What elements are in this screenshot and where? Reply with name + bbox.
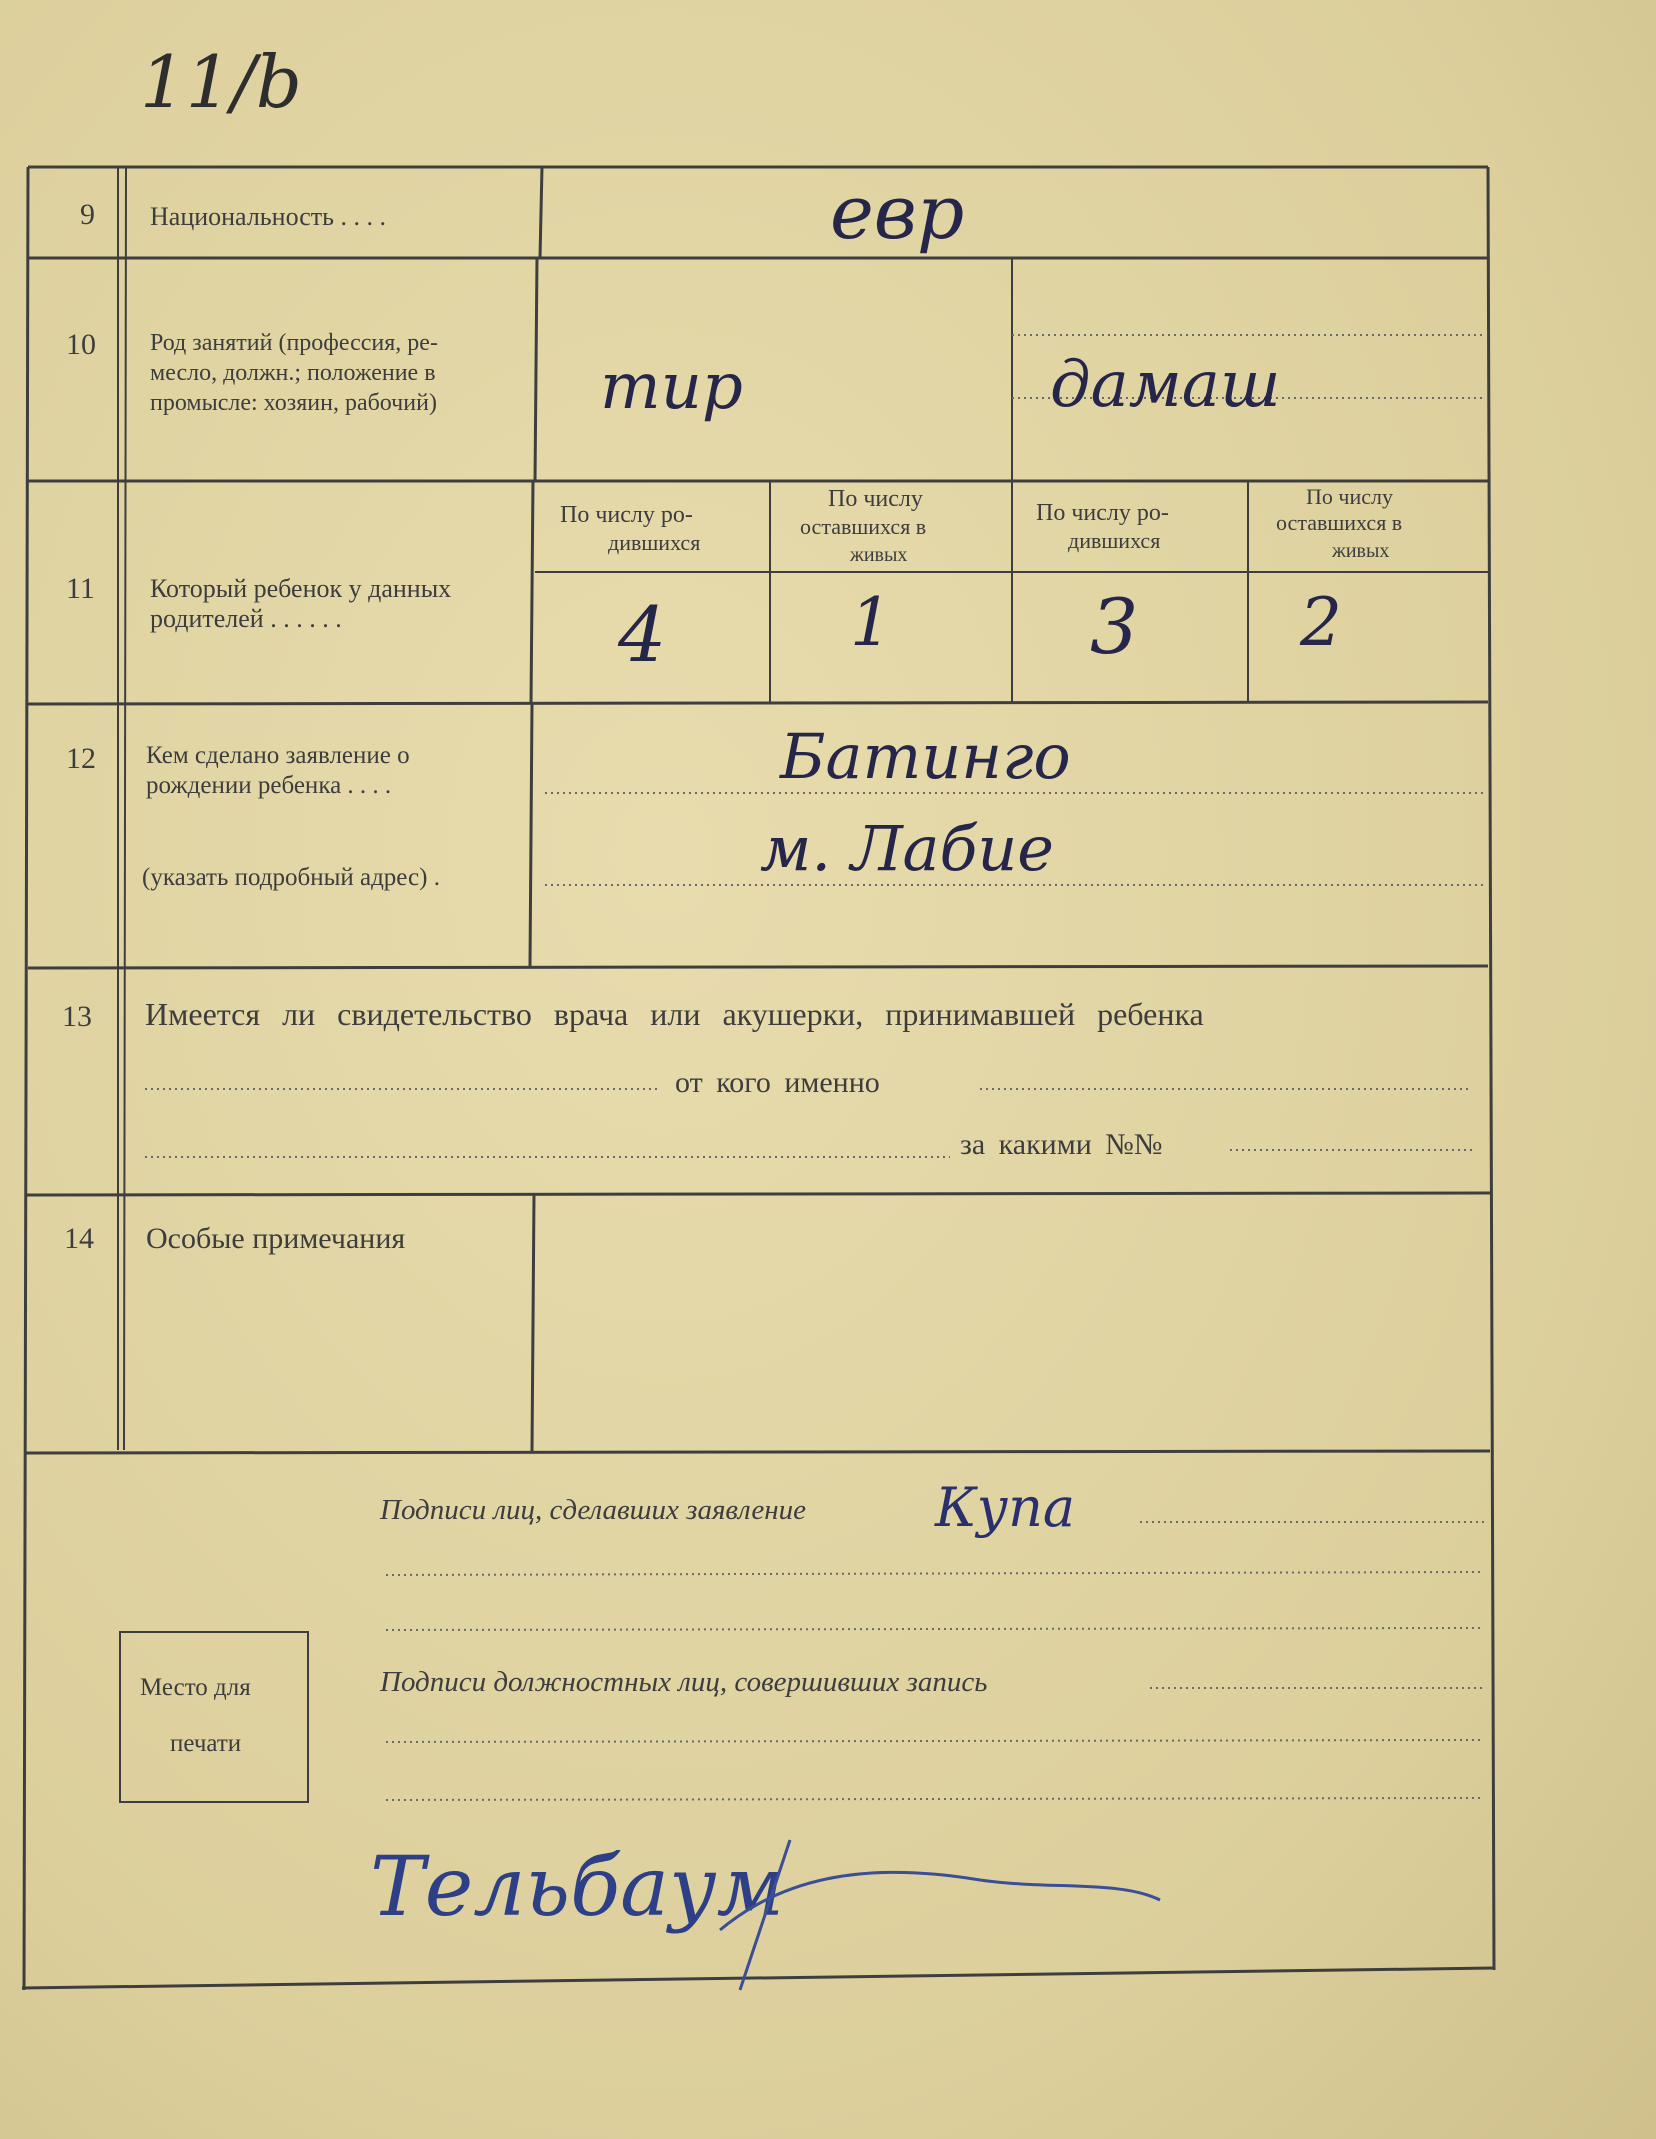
row-9-label: Национальность . . . . <box>150 202 386 231</box>
page-number-handwritten: 11/b <box>140 40 302 124</box>
row-11-living-count-1: 1 <box>850 584 892 661</box>
row-13-line-1: Имеется ли свидетельство врача или акушерки, принимавшей ребенка <box>145 996 1204 1032</box>
row-12-label-line-1: Кем сделано заявление о <box>146 742 410 769</box>
stamp-place-line-1: Место для <box>140 1674 251 1701</box>
applicants-signature-handwritten: Купа <box>935 1476 1076 1539</box>
row-11-label-line-1: Который ребенок у данных <box>150 574 452 603</box>
row-10-label-line-2: месло, должн.; положение в <box>150 360 436 386</box>
stamp-place-line-2: печати <box>170 1730 242 1757</box>
row-13-line-3-label: за какими №№ <box>960 1128 1163 1161</box>
row-11-col-1-header-line-1: По числу ро- <box>560 502 693 528</box>
row-11-col-2-header-line-2: оставшихся в <box>800 514 927 539</box>
row-13-number: 13 <box>62 1000 92 1033</box>
row-9-number: 9 <box>80 198 95 231</box>
row-11-col-3-header-line-1: По числу ро- <box>1036 500 1169 526</box>
row-11-col-4-header-line-1: По числу <box>1306 484 1393 509</box>
row-11-label-line-2: родителей . . . . . . <box>150 604 342 633</box>
row-10-occupation-right: дамаш <box>1050 348 1281 422</box>
row-11-col-4-header-line-3: живых <box>1332 540 1390 562</box>
applicants-signature-label: Подписи лиц, сделавших заявление <box>380 1494 807 1526</box>
row-12-number: 12 <box>66 742 96 775</box>
row-11-born-count-2: 3 <box>1090 582 1139 671</box>
row-11-col-2-header-line-3: живых <box>850 544 908 566</box>
row-10-label-line-3: промысле: хозяин, рабочий) <box>150 390 437 416</box>
row-12-declarant-address: м. Лабие <box>760 812 1054 885</box>
row-12-label-line-2: рождении ребенка . . . . <box>146 772 392 799</box>
row-12-declarant-name: Батинго <box>780 720 1071 793</box>
official-signature-handwritten: Тельбаум <box>370 1840 785 1935</box>
row-12-label-address: (указать подробный адрес) . <box>142 864 440 891</box>
row-11-col-3-header-line-2: дившихся <box>1068 528 1161 553</box>
row-9-nationality-value: евр <box>830 170 965 256</box>
row-11-col-1-header-line-2: дившихся <box>608 530 701 555</box>
row-13-line-2-label: от кого именно <box>675 1066 880 1099</box>
officials-signature-label: Подписи должностных лиц, совершивших запись <box>380 1666 988 1698</box>
row-10-label-line-1: Род занятий (профессия, ре- <box>150 330 438 356</box>
row-10-occupation-left: тир <box>600 350 743 424</box>
row-11-number: 11 <box>66 572 95 605</box>
row-14-label: Особые примечания <box>146 1222 406 1255</box>
row-11-col-2-header-line-1: По числу <box>828 486 923 512</box>
row-14-number: 14 <box>64 1222 94 1255</box>
row-11-col-4-header-line-2: оставшихся в <box>1276 510 1403 535</box>
row-10-number: 10 <box>66 328 96 361</box>
row-11-living-count-2: 2 <box>1300 584 1342 661</box>
row-11-born-count-1: 4 <box>618 590 667 679</box>
